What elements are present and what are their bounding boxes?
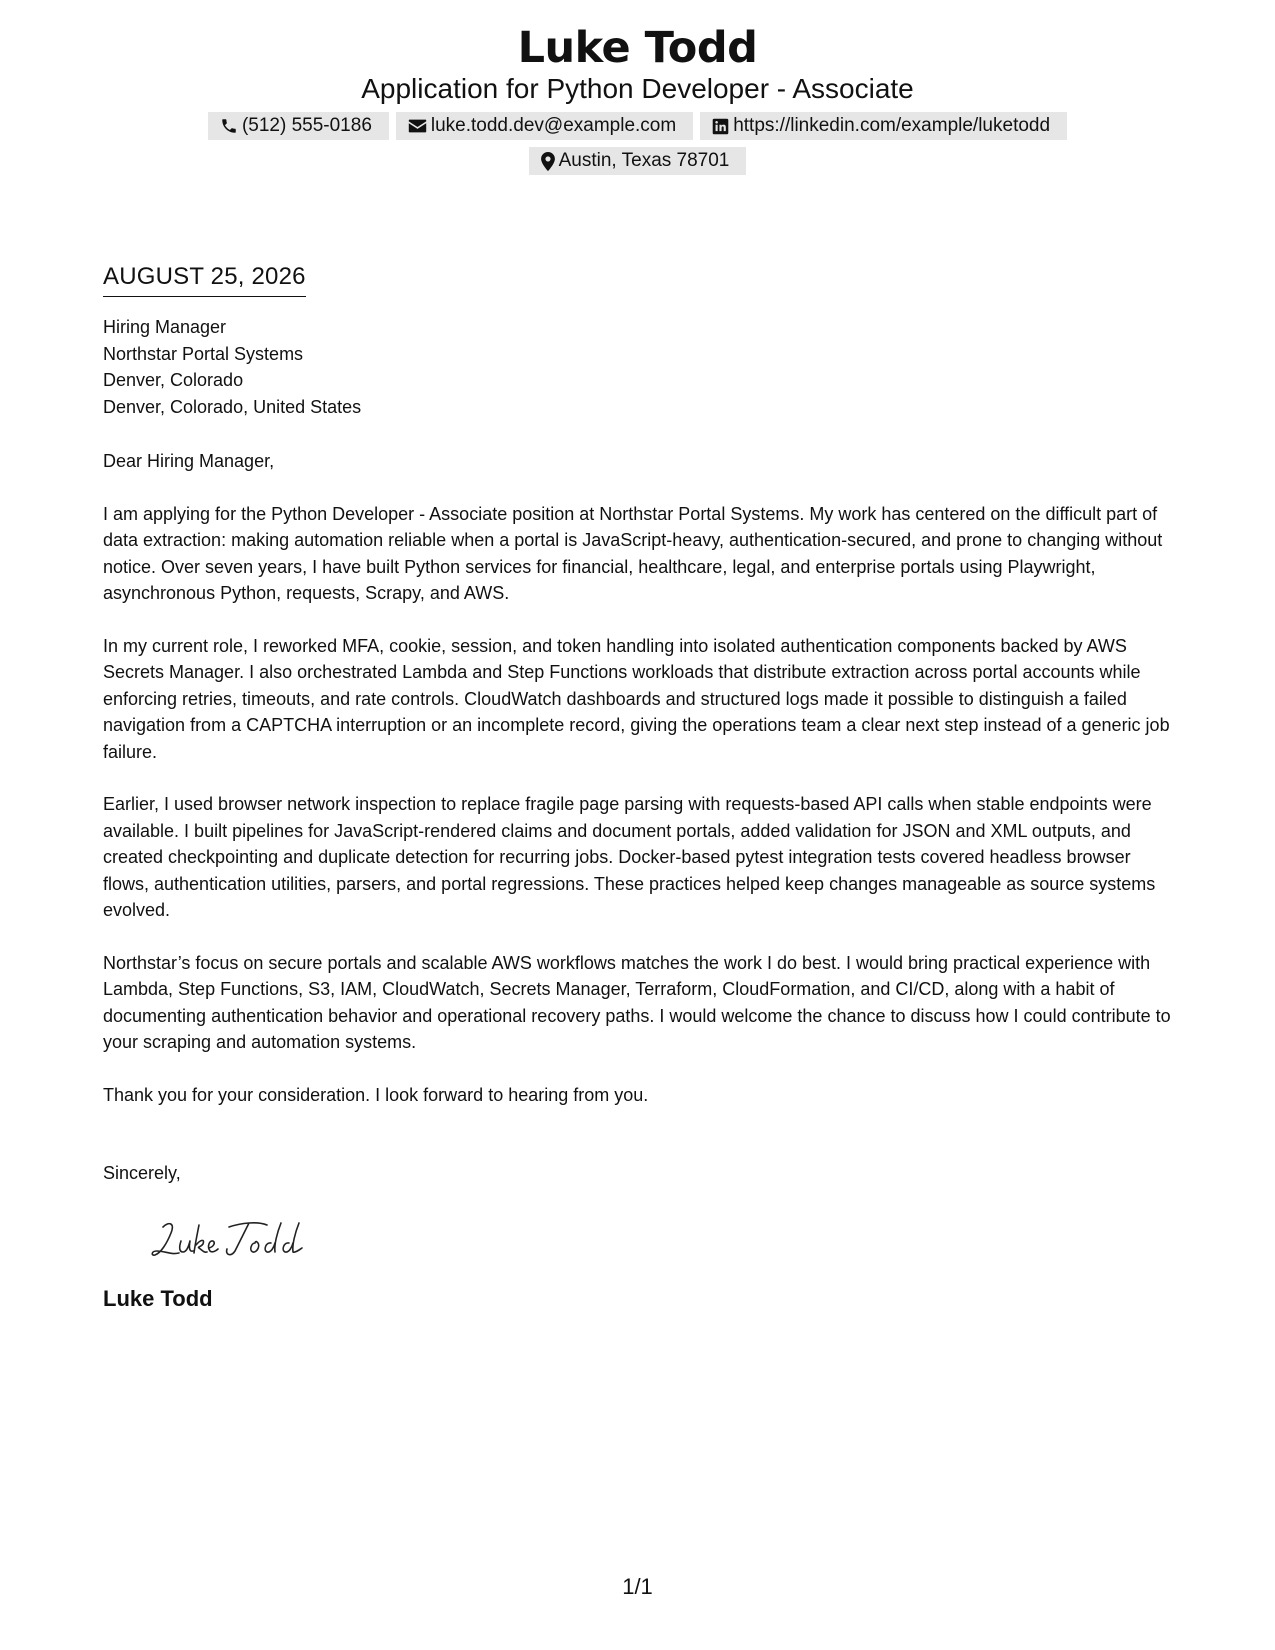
contact-row (0, 112, 1275, 140)
phone-text: (512) 555-0186 (241, 115, 372, 136)
application-subtitle: Application for Python Developer - Associate (361, 73, 914, 104)
applicant-name: Luke Todd (517, 23, 758, 73)
email-text: luke.todd.dev@example.com (430, 115, 677, 136)
map-pin-icon (541, 152, 555, 171)
body-paragraph: Thank you for your consideration. I look forward to hearing from you. (103, 1084, 649, 1105)
body-paragraph: I am applying for the Python Developer - Associate position at Northstar Portal Systems. My work has centered on the difficult part of data extraction: making automation reliable when a portal is JavaScript-heavy, authentication-secured, and prone to changing without notice. Over seven years, I have built Python services for financial, healthcare, legal, and enterprise portals using Playwright, asynchronous Python, requests, Scrapy, and AWS. (103, 503, 1163, 603)
signature-name: Luke Todd (103, 1285, 213, 1311)
phone-icon (220, 117, 238, 135)
recipient-title: Hiring Manager (103, 317, 227, 337)
linkedin-text: https://linkedin.com/example/luketodd (733, 115, 1051, 136)
recipient-address (103, 314, 1178, 420)
handwritten-signature (149, 1215, 1178, 1265)
contact-location (529, 147, 747, 175)
salutation: Dear Hiring Manager, (103, 451, 275, 471)
linkedin-icon (712, 118, 729, 135)
letter-body (103, 262, 1178, 1313)
recipient-company: Northstar Portal Systems (103, 343, 304, 364)
closing: Sincerely, (103, 1163, 181, 1183)
body-paragraph: In my current role, I reworked MFA, cookie, session, and token handling into isolated authentication components backed by AWS Secrets Manager. I also orchestrated Lambda and Step Functions workloads that distribute extraction across portal accounts while enforcing retries, timeouts, and rate controls. CloudWatch dashboards and structured logs made it possible to distinguish a failed navigation from a CAPTCHA interruption or an incomplete record, giving the operations team a clear next step instead of a generic job failure. (103, 635, 1170, 762)
body-paragraph: Earlier, I used browser network inspection to replace fragile page parsing with requests-based API calls when stable endpoints were available. I built pipelines for JavaScript-rendered claims and document portals, added validation for JSON and XML outputs, and created checkpointing and duplicate detection for recurring jobs. Docker-based pytest integration tests covered headless browser flows, authentication utilities, parsers, and portal regressions. These practices helped keep changes manageable as source systems evolved. (103, 794, 1156, 920)
contact-linkedin[interactable] (700, 112, 1067, 140)
recipient-city: Denver, Colorado (103, 370, 244, 390)
contact-phone (208, 112, 389, 140)
body-paragraph: Northstar’s focus on secure portals and scalable AWS workflows matches the work I do best. I would bring practical experience with Lambda, Step Functions, S3, IAM, CloudWatch, Secrets Manager, Terraform, CloudFormation, and CI/CD, along with a habit of documenting authentication behavior and operational recovery paths. I would welcome the chance to discuss how I could contribute to your scraping and automation systems. (103, 952, 1171, 1052)
letter-header (0, 22, 1275, 175)
contact-email[interactable] (396, 112, 693, 140)
location-text: Austin, Texas 78701 (558, 150, 730, 171)
contact-row-location (0, 147, 1275, 175)
letter-date: AUGUST 25, 2026 (103, 262, 306, 297)
recipient-location: Denver, Colorado, United States (103, 396, 362, 417)
envelope-icon (408, 118, 427, 134)
page-number: 1/1 (622, 1574, 653, 1599)
